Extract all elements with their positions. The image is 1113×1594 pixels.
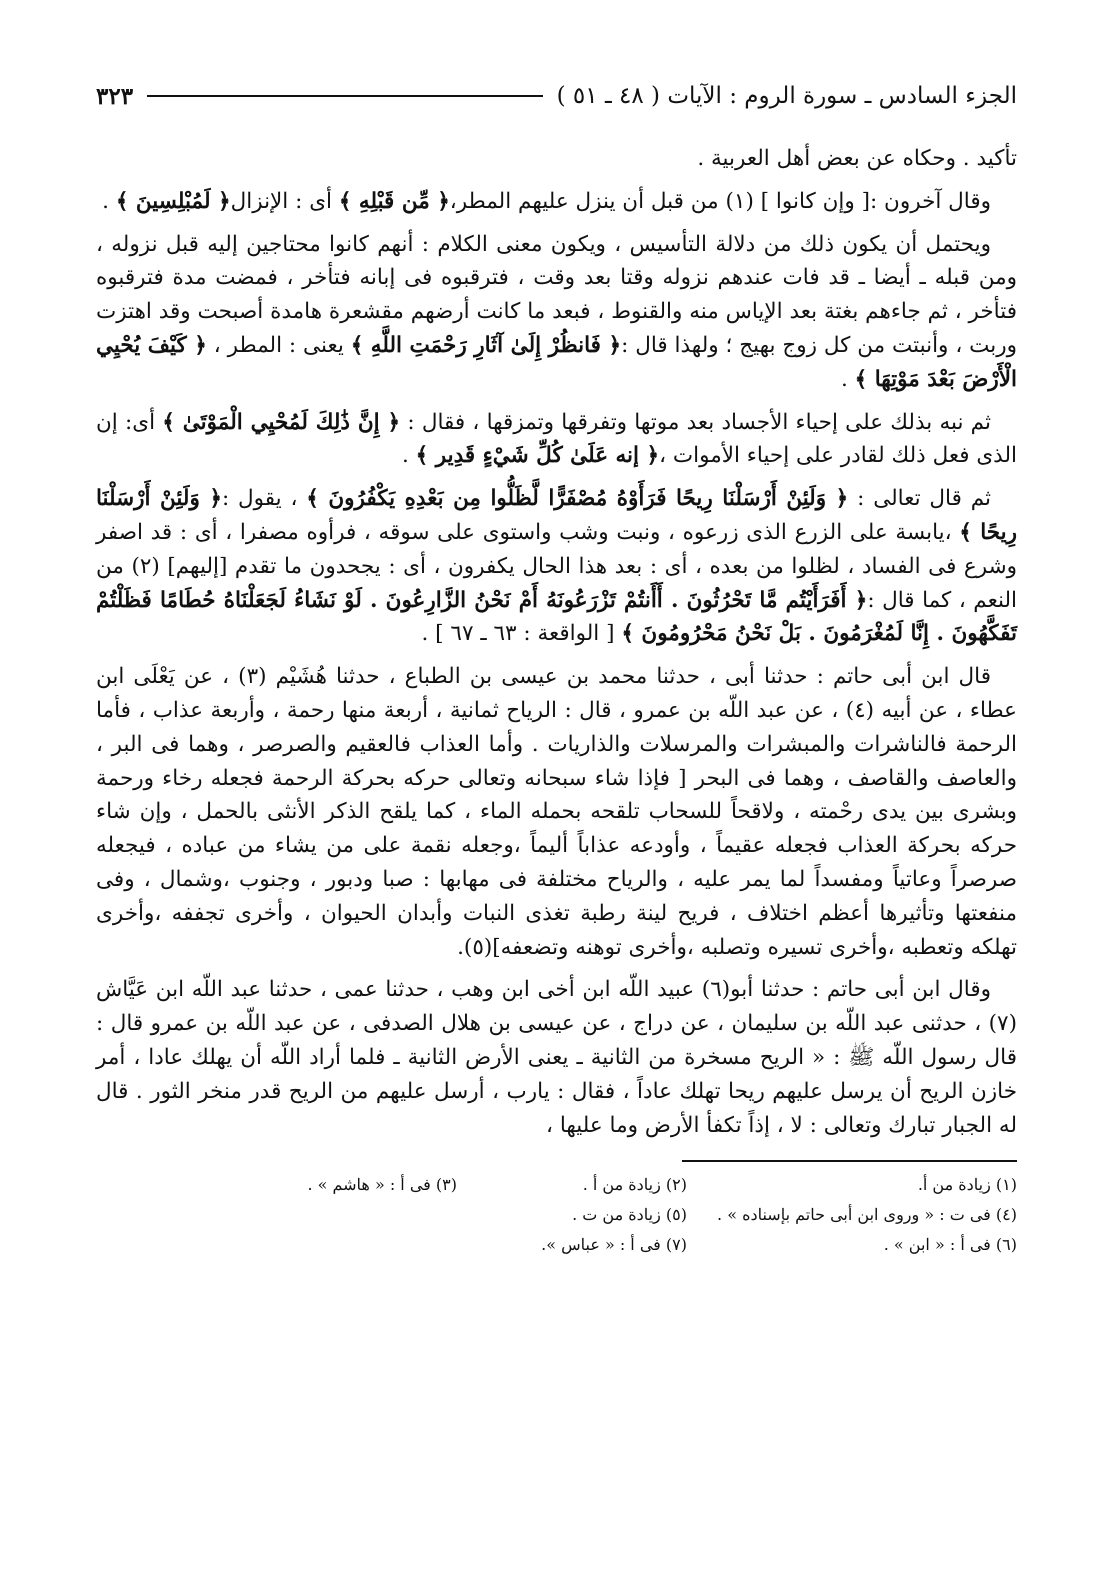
quran-quote: ﴿ كَيْفَ يُحْيِي الْأَرْضَ بَعْدَ مَوْتِهَا ﴾ — [96, 332, 1017, 392]
footnote-2: (٢) زيادة من أ . — [582, 1175, 687, 1195]
paragraph-text: أى: إن الذى فعل ذلك لقادر على إحياء الأموات ، — [96, 409, 1017, 469]
paragraph-text: ثم قال تعالى : — [848, 486, 992, 512]
paragraph-1 — [96, 142, 1017, 176]
footnote-4: (٤) فى ت : « وروى ابن أبى حاتم بإسناده » . — [717, 1205, 1017, 1225]
paragraph-text: ويحتمل أن يكون ذلك من دلالة التأسيس ، ويكون معنى الكلام : أنهم كانوا محتاجين إليه قبل نزوله ، ومن قبله ـ أيضا ـ قد فات عندهم نزوله وقتا بعد وقت ، فترقبوه فى إبانه فتأخر ، فمضت مدة فترقبوه فتأخر ، ثم جاءهم بغتة بعد الإياس منه والقنوط ، فبعد ما كانت أرضهم مقشعرة هامدة أصبحت وقد اهتزت وربت ، وأنبتت من كل زوج بهيج ؛ ولهذا قال : — [96, 231, 1017, 358]
paragraph-text: قال ابن أبى حاتم : حدثنا أبى ، حدثنا محمد بن عيسى بن الطباع ، حدثنا هُشَيْم — [266, 664, 991, 690]
paragraph-text: . — [840, 366, 855, 392]
paragraph-text: تأكيد . وحكاه عن بعض أهل العربية . — [697, 146, 1017, 171]
quran-quote: ﴿ لَمُبْلِسِينَ ﴾ — [115, 188, 231, 214]
paragraph-text: ،يابسة على الزرع الذى زرعوه ، ونبت وشب واستوى على سوقه ، فرأوه مصفرا ، أى : قد اصفر وشرع فى الفساد ، لظلوا من بعده ، أى : بعد هذا الحال يكفرون ، أى : يجحدون ما تقدم [إليهم] — [96, 519, 1018, 579]
quran-quote: ﴿ وَلَئِنْ أَرْسَلْنَا رِيحًا فَرَأَوْهُ مُصْفَرًّا لَّظَلُّوا مِن بَعْدِهِ يَكْفُرُونَ ﴾ — [306, 486, 849, 512]
running-header-title: الجزء السادس ـ سورة الروم : الآيات ( ٤٨ ـ ٥١ ) — [556, 83, 1017, 109]
paragraph-text: من النعم ، كما قال : — [96, 553, 1017, 613]
paragraph-7 — [96, 973, 1017, 1142]
footnote-7: (٧) فى أ : « عباس ». — [541, 1235, 687, 1255]
paragraph-text: . — [102, 188, 116, 214]
footnote-ref: (٥) — [463, 934, 493, 960]
paragraph-6 — [96, 660, 1017, 964]
running-header — [96, 76, 1017, 116]
footnote-6: (٦) فى أ : « ابن » . — [883, 1235, 1017, 1255]
quran-quote: ﴿ وَلَئِنْ أَرْسَلْنَا رِيحًا ﴾ — [96, 486, 1017, 545]
footnote-5: (٥) زيادة من ت . — [572, 1205, 687, 1225]
footnote-ref: (٧) — [988, 1011, 1017, 1037]
paragraph-text: ثم نبه بذلك على إحياء الأجساد بعد موتها وتفرقها وتمزقها ، فقال : — [400, 409, 991, 435]
paragraph-text: وقال ابن أبى حاتم : حدثنا أبو — [730, 977, 991, 1003]
page-number: ٣٢٣ — [96, 82, 134, 110]
quran-quote: ﴿ فَانظُرْ إِلَىٰ آثَارِ رَحْمَتِ اللَّهِ ﴾ — [350, 332, 622, 358]
paragraph-text: ، عن عبد اللّه بن عمرو ، قال : الرياح ثمانية ، أربعة منها رحمة ، وأربعة عذاب ، فأما الرحمة فالناشرات والمبشرات والمرسلات والذاريات . وأما العذاب فالعقيم والصرصر ، وهما فى البر ، والعاصف والقاصف ، وهما فى البحر [ فإذا شاء سبحانه وتعالى حركه بحركة الرحمة فجعله رخاء ورحمة وبشرى بين يدى رحْمته ، ولاقحاً للسحاب تلقحه بحمله الماء ، كما يلقح الذكر الأنثى بالحمل ، وإن شاء حركه بحركة العذاب فجعله عقيماً ، وأودعه عذاباً أليماً ،وجعله نقمة على من يشاء من عباده ، فيجعله صرصراً وعاتياً ومفسداً لما يمر عليه ، والرياح مختلفة فى مهابها : صبا ودبور ، وجنوب ،وشمال ، وفى منفعتها وتأثيرها أعظم اختلاف ، فريح لينة رطبة تغذى النبات وأبدان الحيوان ، وأخرى تجففه ،وأخرى تهلكه وتعطبه ،وأخرى تسيره وتصلبه ،وأخرى توهنه وتضعفه] — [96, 697, 1017, 960]
paragraph-text: . — [402, 443, 416, 469]
paragraph-text: ، يقول : — [221, 486, 307, 512]
paragraph-text: من قبل أن ينزل عليهم المطر، — [449, 188, 726, 214]
paragraph-text: وقال آخرون :[ وإن كانوا ] — [753, 188, 991, 214]
paragraph-text: . — [457, 934, 464, 960]
footnote-ref: (١) — [725, 188, 754, 214]
footnote-spacer — [177, 1202, 457, 1228]
footnote-ref: (٦) — [701, 977, 731, 1003]
header-rule — [147, 95, 543, 97]
footnote-1: (١) زيادة من أ. — [917, 1175, 1017, 1195]
footnote-ref: (٢) — [131, 553, 160, 579]
paragraph-5 — [96, 482, 1017, 651]
footnote-ref: (٣) — [238, 664, 267, 690]
body-text — [96, 142, 1017, 1142]
paragraph-3 — [96, 228, 1017, 397]
paragraph-text: عبيد اللّه ابن أخى ابن وهب ، حدثنا عمى ، حدثنا عبد اللّه ابن عَيَّاش — [96, 977, 702, 1003]
quran-quote: ﴿ أَفَرَأَيْتُم مَّا تَحْرُثُونَ . أَأَنتُمْ تَزْرَعُونَهُ أَمْ نَحْنُ الزَّارِعُونَ . لَوْ نَشَاءُ لَجَعَلْنَاهُ حُطَامًا فَظَلْتُمْ تَفَكَّهُونَ . إِنَّا لَمُغْرَمُونَ . بَلْ نَحْنُ مَحْرُومُونَ ﴾ — [96, 587, 1017, 647]
quran-quote: ﴿ مِّن قَبْلِهِ ﴾ — [338, 188, 450, 214]
paragraph-text: أى : الإنزال — [230, 188, 339, 214]
quran-quote: ﴿ إنه عَلَىٰ كُلِّ شَيْءٍ قَدِير ﴾ — [415, 443, 660, 469]
paragraph-2 — [96, 185, 1017, 219]
paragraph-4 — [96, 406, 1017, 474]
footnotes — [96, 1172, 1017, 1258]
paragraph-text: ، حدثنى عبد اللّه بن سليمان ، عن دراج ، عن عيسى بن هلال الصدفى ، عن عبد اللّه بن عمرو قال : قال رسول اللّه ﷺ : « الريح مسخرة من الثانية ـ يعنى الأرض الثانية ـ فلما أراد اللّه أن يهلك عادا ، أمر خازن الريح أن يرسل عليهم ريحا تهلك عاداً ، فقال : يارب ، أرسل عليهم من الريح قدر منخر الثور . قال له الجبار تبارك وتعالى : لا ، إذاً تكفأ الأرض وما عليها ، — [96, 1011, 1017, 1138]
footnote-ref: (٤) — [845, 697, 875, 723]
footnote-separator — [682, 1160, 1017, 1162]
paragraph-text: [ الواقعة : ٦٣ ـ ٦٧ ] . — [421, 621, 622, 647]
quran-quote: ﴿ إِنَّ ذَٰلِكَ لَمُحْيِي الْمَوْتَىٰ ﴾ — [162, 409, 401, 435]
footnote-3: (٣) فى أ : « هاشم » . — [307, 1175, 457, 1195]
paragraph-text: ، عن يَعْلَى ابن عطاء ، عن أبيه — [96, 664, 1017, 723]
paragraph-text: يعنى : المطر ، — [206, 332, 351, 358]
